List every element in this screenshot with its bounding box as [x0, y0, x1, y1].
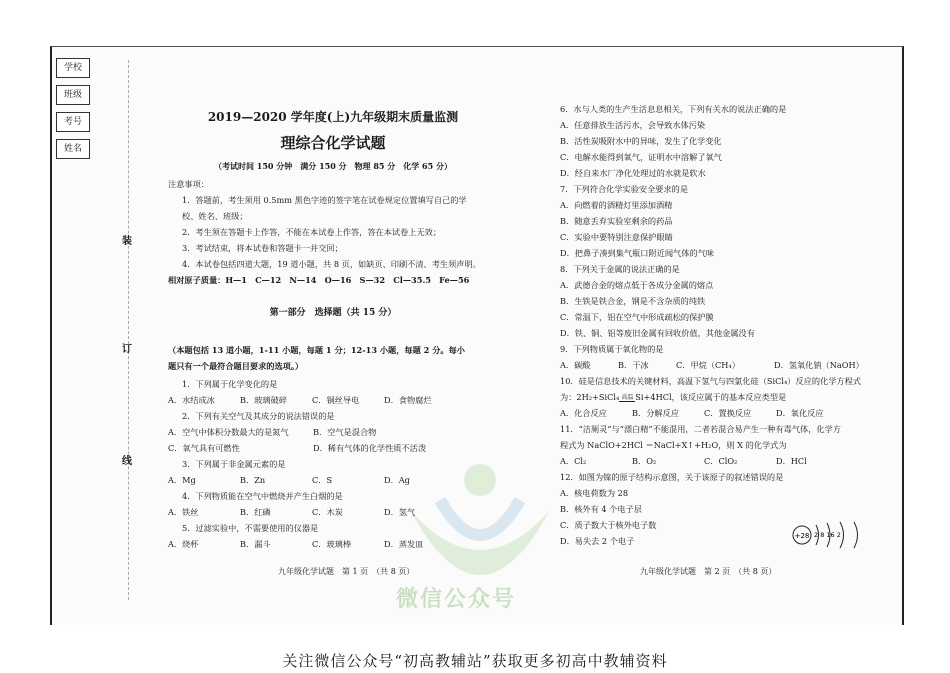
- exam-meta: （考试时间 150 分钟 满分 150 分 物理 85 分 化学 65 分）: [214, 161, 452, 171]
- option-d: D．易失去 2 个电子: [560, 536, 635, 546]
- option-c: C．电解水能得到氧气，证明水中溶解了氧气: [560, 152, 722, 162]
- option-d: D．食物腐烂: [384, 395, 432, 405]
- nickel-atom-diagram: [790, 520, 870, 550]
- option-d: D．氢气: [384, 507, 416, 517]
- option-a: A．化合反应: [560, 408, 607, 418]
- question-options: [168, 504, 498, 520]
- page-footer-2: 九年级化学试题 第 2 页 （共 8 页）: [640, 567, 777, 576]
- option-a: A．向燃着的酒精灯里添加酒精: [560, 200, 673, 210]
- question-6: [560, 101, 890, 181]
- question-stem-continued: 程式为 NaClO+2HCl ＝NaCl+X↑+H₂O，则 X 的化学式为: [560, 440, 787, 450]
- watermark-text: 微信公众号: [396, 586, 517, 612]
- option-b: B．O₂: [632, 456, 657, 466]
- option-d: D．Ag: [384, 475, 410, 485]
- question-4: [168, 488, 498, 520]
- info-exam-number: 考号: [56, 112, 90, 132]
- option-a: A．Cl₂: [560, 456, 587, 466]
- option-a: A．铁丝: [168, 507, 199, 517]
- question-stem: 2．下列有关空气及其成分的说法错误的是: [182, 411, 335, 421]
- notice-item: 4．本试卷包括四道大题，19 道小题，共 8 页，如缺页、印刷不清、考生须声明。: [182, 259, 481, 269]
- section-instructions: （本题包括 13 道小题，1-11 小题，每题 1 分；12-13 小题，每题 2 分。每小题只有一个最符合题目要求的选项。）: [168, 345, 465, 371]
- option-b: B．生铁是铁合金，钢是不含杂质的纯铁: [560, 296, 706, 306]
- notice-item: 2．考生须在答题卡上作答，不能在本试卷上作答，答在本试卷上无效；: [182, 227, 442, 237]
- option-c: C．常温下，铝在空气中形成疏松的保护膜: [560, 312, 714, 322]
- question-3: [168, 456, 498, 488]
- info-school: 学校: [56, 58, 90, 78]
- option-d: D．经自来水厂净化处理过的水就是软水: [560, 168, 706, 178]
- option-a: A．空气中体积分数最大的是氮气: [168, 427, 289, 437]
- atom-nucleus-label: +28: [794, 532, 810, 540]
- binding-mark-zhuang: 装: [122, 236, 132, 247]
- right-column: [560, 101, 890, 549]
- option-c: C．质子数大于核外电子数: [560, 520, 657, 530]
- question-options: [168, 472, 498, 488]
- exam-title: 2019—2020 学年度(上)九年级期末质量监测: [207, 110, 459, 124]
- question-8: [560, 261, 890, 341]
- option-d: D．氧化反应: [776, 408, 824, 418]
- option-a: A．核电荷数为 28: [560, 488, 629, 498]
- option-c: C．ClO₂: [704, 456, 738, 466]
- exam-subtitle: 理综合化学试题: [280, 134, 386, 152]
- question-stem: 8．下列关于金属的说法正确的是: [560, 264, 680, 274]
- option-b: B．Zn: [240, 475, 266, 485]
- atom-shells-label: 2 8 16 2: [814, 531, 841, 539]
- equation-arrow: [619, 394, 635, 402]
- promo-caption: 关注微信公众号“初高教辅站”获取更多初高中教辅资料: [282, 652, 668, 670]
- option-a: A．水结成冰: [168, 395, 215, 405]
- option-b: B．分解反应: [632, 408, 679, 418]
- left-column: [168, 108, 498, 552]
- option-c: C．置换反应: [704, 408, 752, 418]
- option-b: B．活性炭吸附水中的异味，发生了化学变化: [560, 136, 722, 146]
- option-d: D．蒸发皿: [384, 539, 424, 549]
- option-b: B．玻璃破碎: [240, 395, 287, 405]
- question-1: [168, 376, 498, 408]
- question-stem: 9．下列物质属于氧化物的是: [560, 344, 664, 354]
- option-d: D．氢氧化钠（NaOH）: [774, 360, 864, 370]
- question-options: [560, 453, 890, 469]
- info-name: 姓名: [56, 139, 90, 159]
- binding-mark-ding: 订: [122, 344, 132, 355]
- option-a: A．武德合金的熔点低于各成分金属的熔点: [560, 280, 714, 290]
- option-c: C．实验中要特别注意保护眼睛: [560, 232, 673, 242]
- option-c: C．S: [312, 475, 333, 485]
- question-options: [168, 440, 498, 456]
- question-options: [168, 536, 498, 552]
- page-footer-1: 九年级化学试题 第 1 页 （共 8 页）: [278, 567, 415, 576]
- equation-condition: 高温: [621, 394, 634, 401]
- question-stem: 12．如图为镍的原子结构示意图，关于该原子的叙述错误的是: [560, 472, 784, 482]
- option-a: A．烧杯: [168, 539, 199, 549]
- question-options: [560, 357, 890, 373]
- option-a: A．碳酸: [560, 360, 591, 370]
- question-11: [560, 421, 890, 469]
- option-b: B．干冰: [618, 360, 649, 370]
- binding-line: [128, 60, 129, 600]
- question-stem: 4．下列物质能在空气中燃烧并产生白烟的是: [182, 491, 343, 501]
- question-10: [560, 373, 890, 421]
- question-5: [168, 520, 498, 552]
- question-stem: 1．下列属于化学变化的是: [182, 379, 278, 389]
- option-c: C．氧气具有可燃性: [168, 443, 240, 453]
- question-stem: 11．“洁厕灵”与“漂白精”不能混用，二者若混合易产生一种有毒气体，化学方: [560, 424, 841, 434]
- option-a: A．Mg: [168, 475, 196, 485]
- option-b: B．漏斗: [240, 539, 271, 549]
- binding-mark-xian: 线: [122, 456, 132, 467]
- question-options: [168, 392, 498, 408]
- question-options: [168, 424, 498, 440]
- question-9: [560, 341, 890, 373]
- option-c: C．木炭: [312, 507, 343, 517]
- option-b: B．空气是混合物: [313, 427, 377, 437]
- option-c: C．铜丝导电: [312, 395, 360, 405]
- question-options: [560, 405, 890, 421]
- student-info-box: [56, 58, 90, 166]
- option-c: C．玻璃棒: [312, 539, 352, 549]
- notice-item: 3．考试结束，将本试卷和答题卡一并交回；: [182, 243, 343, 253]
- option-b: B．红磷: [240, 507, 271, 517]
- option-d: D．把鼻子凑到集气瓶口附近闻气体的气味: [560, 248, 714, 258]
- notice-item: 1．答题前，考生须用 0.5mm 黑色字迹的签字笔在试卷规定位置填写自己的学校、姓名、班级；: [182, 195, 467, 221]
- question-stem: 10．硅是信息技术的关键材料，高温下氢气与四氯化硅（SiCl₄）反应的化学方程式: [560, 376, 861, 386]
- atomic-masses: 相对原子质量：H—1 C—12 N—14 O—16 S—32 Cl—35.5 Fe—56: [168, 275, 470, 285]
- question-stem: 3．下列属于非金属元素的是: [182, 459, 286, 469]
- option-a: A．任意排放生活污水，会导致水体污染: [560, 120, 706, 130]
- question-7: [560, 181, 890, 261]
- info-class: 班级: [56, 85, 90, 105]
- question-2: [168, 408, 498, 456]
- option-d: D．HCl: [776, 456, 807, 466]
- question-stem: 7．下列符合化学实验安全要求的是: [560, 184, 689, 194]
- equation-suffix: Si+4HCl，该反应属于的基本反应类型是: [635, 392, 787, 402]
- option-b: B．随意丢弃实验室剩余的药品: [560, 216, 673, 226]
- option-d: D．铁、铜、铝等废旧金属有回收价值，其他金属没有: [560, 328, 755, 338]
- question-equation: [560, 389, 890, 405]
- option-b: B．核外有 4 个电子层: [560, 504, 642, 514]
- notice-heading: 注意事项：: [168, 179, 209, 189]
- section-title: 第一部分 选择题（共 15 分）: [269, 308, 397, 318]
- question-stem: 5．过滤实验中，不需要使用的仪器是: [182, 523, 319, 533]
- equation-prefix: 为：2H₂+SiCl₄: [560, 392, 620, 402]
- question-stem: 6．水与人类的生产生活息息相关，下列有关水的说法正确的是: [560, 104, 787, 114]
- option-d: D．稀有气体的化学性质不活泼: [313, 443, 427, 453]
- option-c: C．甲烷（CH₄）: [676, 360, 740, 370]
